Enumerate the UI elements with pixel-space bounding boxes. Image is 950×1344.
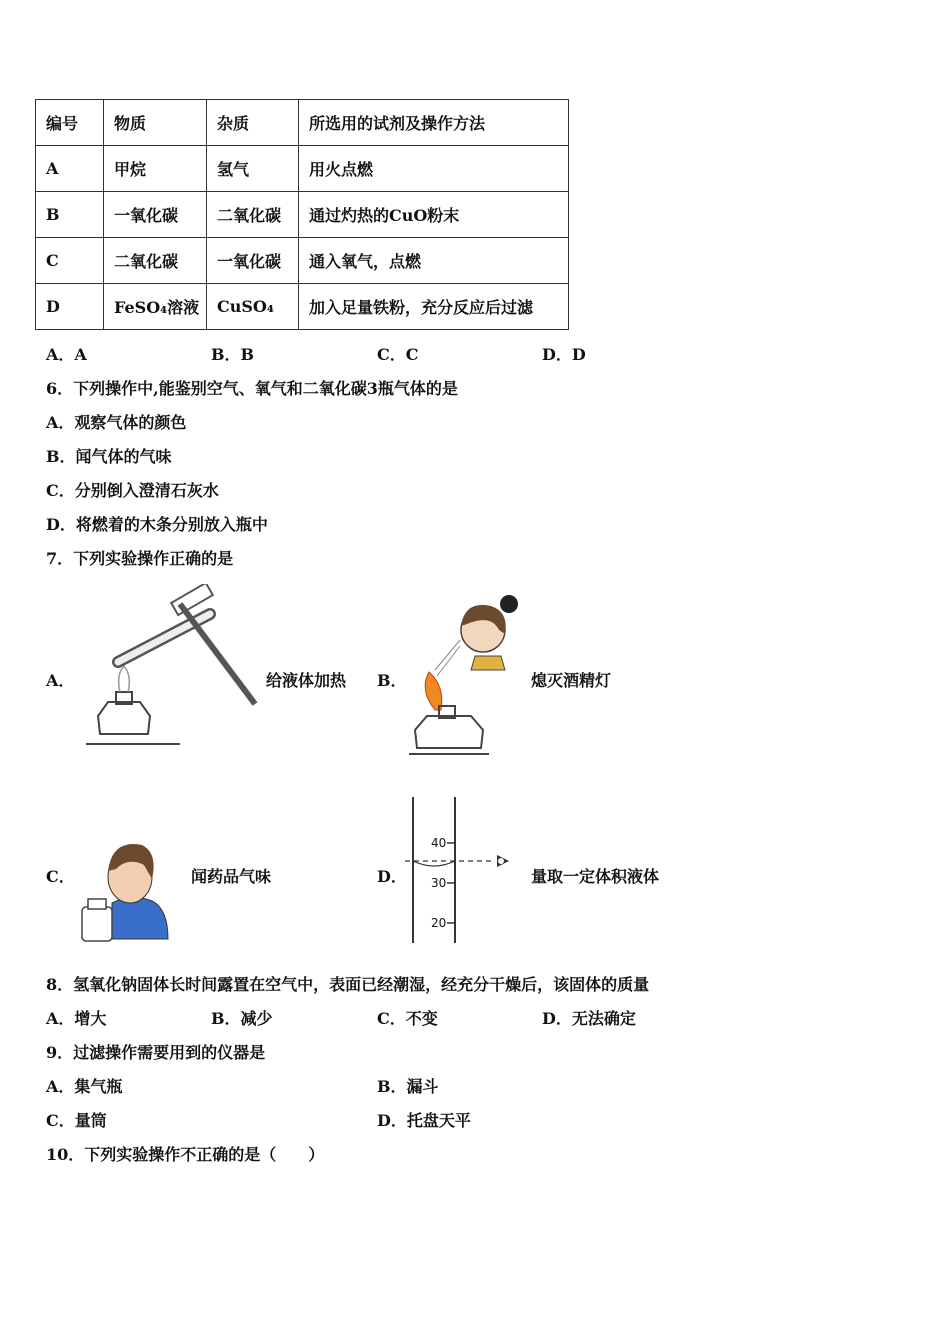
- q6-option-b[interactable]: B．闻气体的气味: [46, 447, 172, 466]
- table-cell: 用火点燃: [299, 146, 569, 192]
- q5-option-b[interactable]: B．B: [211, 345, 255, 364]
- q9-option-c[interactable]: C．量筒: [46, 1111, 107, 1130]
- smelling-figure: [78, 835, 173, 945]
- q9-stem: 9．过滤操作需要用到的仪器是: [46, 1043, 266, 1062]
- q9-option-b[interactable]: B．漏斗: [377, 1077, 439, 1096]
- q6-stem: 6．下列操作中,能鉴别空气、氧气和二氧化碳3瓶气体的是: [46, 379, 458, 398]
- heating-liquid-figure: [80, 584, 260, 752]
- table-cell: 二氧化碳: [104, 238, 207, 284]
- table-header-row: [36, 100, 569, 146]
- q8-stem: 8．氢氧化钠固体长时间露置在空气中，表面已经潮湿，经充分干燥后，该固体的质量: [46, 975, 650, 994]
- table-cell: 一氧化碳: [207, 238, 299, 284]
- q7-option-b-letter[interactable]: B．: [377, 671, 407, 690]
- q7-stem: 7．下列实验操作正确的是: [46, 549, 234, 568]
- q7-caption-c: 闻药品气味: [191, 867, 272, 886]
- cylinder-tick-label: 20: [431, 916, 447, 930]
- blowing-lamp-figure: [405, 590, 530, 758]
- q7-option-d-letter[interactable]: D．: [377, 867, 407, 886]
- q5-option-a[interactable]: A．A: [46, 345, 87, 364]
- q7-option-a-letter[interactable]: A．: [46, 671, 75, 690]
- table-row: [36, 146, 569, 192]
- cylinder-tick-label: 30: [431, 876, 447, 890]
- table-cell: 二氧化碳: [207, 192, 299, 238]
- table-cell: 通入氧气，点燃: [299, 238, 569, 284]
- table-header-cell: 物质: [104, 100, 207, 146]
- q6-option-d[interactable]: D．将燃着的木条分别放入瓶中: [46, 515, 268, 534]
- reagent-table: [35, 99, 569, 330]
- q5-option-d[interactable]: D．D: [542, 345, 586, 364]
- q7-option-c-letter[interactable]: C．: [46, 867, 75, 886]
- table-cell: A: [36, 146, 104, 192]
- table-row: [36, 238, 569, 284]
- table-cell: CuSO₄: [207, 284, 299, 330]
- table-row: [36, 192, 569, 238]
- q9-option-a[interactable]: A．集气瓶: [46, 1077, 123, 1096]
- table-cell: B: [36, 192, 104, 238]
- table-cell: 通过灼热的CuO粉末: [299, 192, 569, 238]
- table-cell: FeSO₄溶液: [104, 284, 207, 330]
- q8-option-d[interactable]: D．无法确定: [542, 1009, 636, 1028]
- table-row: [36, 284, 569, 330]
- table-cell: 加入足量铁粉，充分反应后过滤: [299, 284, 569, 330]
- table-cell: 氢气: [207, 146, 299, 192]
- q7-caption-b: 熄灭酒精灯: [531, 671, 612, 690]
- q5-option-c[interactable]: C．C: [377, 345, 419, 364]
- cylinder-tick-label: 40: [431, 836, 447, 850]
- graduated-cylinder-figure: [405, 795, 530, 945]
- q10-stem: 10．下列实验操作不正确的是（ ）: [46, 1145, 325, 1164]
- table-cell: C: [36, 238, 104, 284]
- table-cell: 甲烷: [104, 146, 207, 192]
- q8-option-b[interactable]: B．减少: [211, 1009, 273, 1028]
- q7-caption-a: 给液体加热: [266, 671, 347, 690]
- q8-option-a[interactable]: A．增大: [46, 1009, 107, 1028]
- q7-caption-d: 量取一定体积液体: [531, 867, 660, 886]
- q6-option-c[interactable]: C．分别倒入澄清石灰水: [46, 481, 219, 500]
- table-cell: D: [36, 284, 104, 330]
- table-cell: 一氧化碳: [104, 192, 207, 238]
- table-header-cell: 杂质: [207, 100, 299, 146]
- q8-option-c[interactable]: C．不变: [377, 1009, 438, 1028]
- q9-option-d[interactable]: D．托盘天平: [377, 1111, 471, 1130]
- table-header-cell: 所选用的试剂及操作方法: [299, 100, 569, 146]
- q6-option-a[interactable]: A．观察气体的颜色: [46, 413, 187, 432]
- table-header-cell: 编号: [36, 100, 104, 146]
